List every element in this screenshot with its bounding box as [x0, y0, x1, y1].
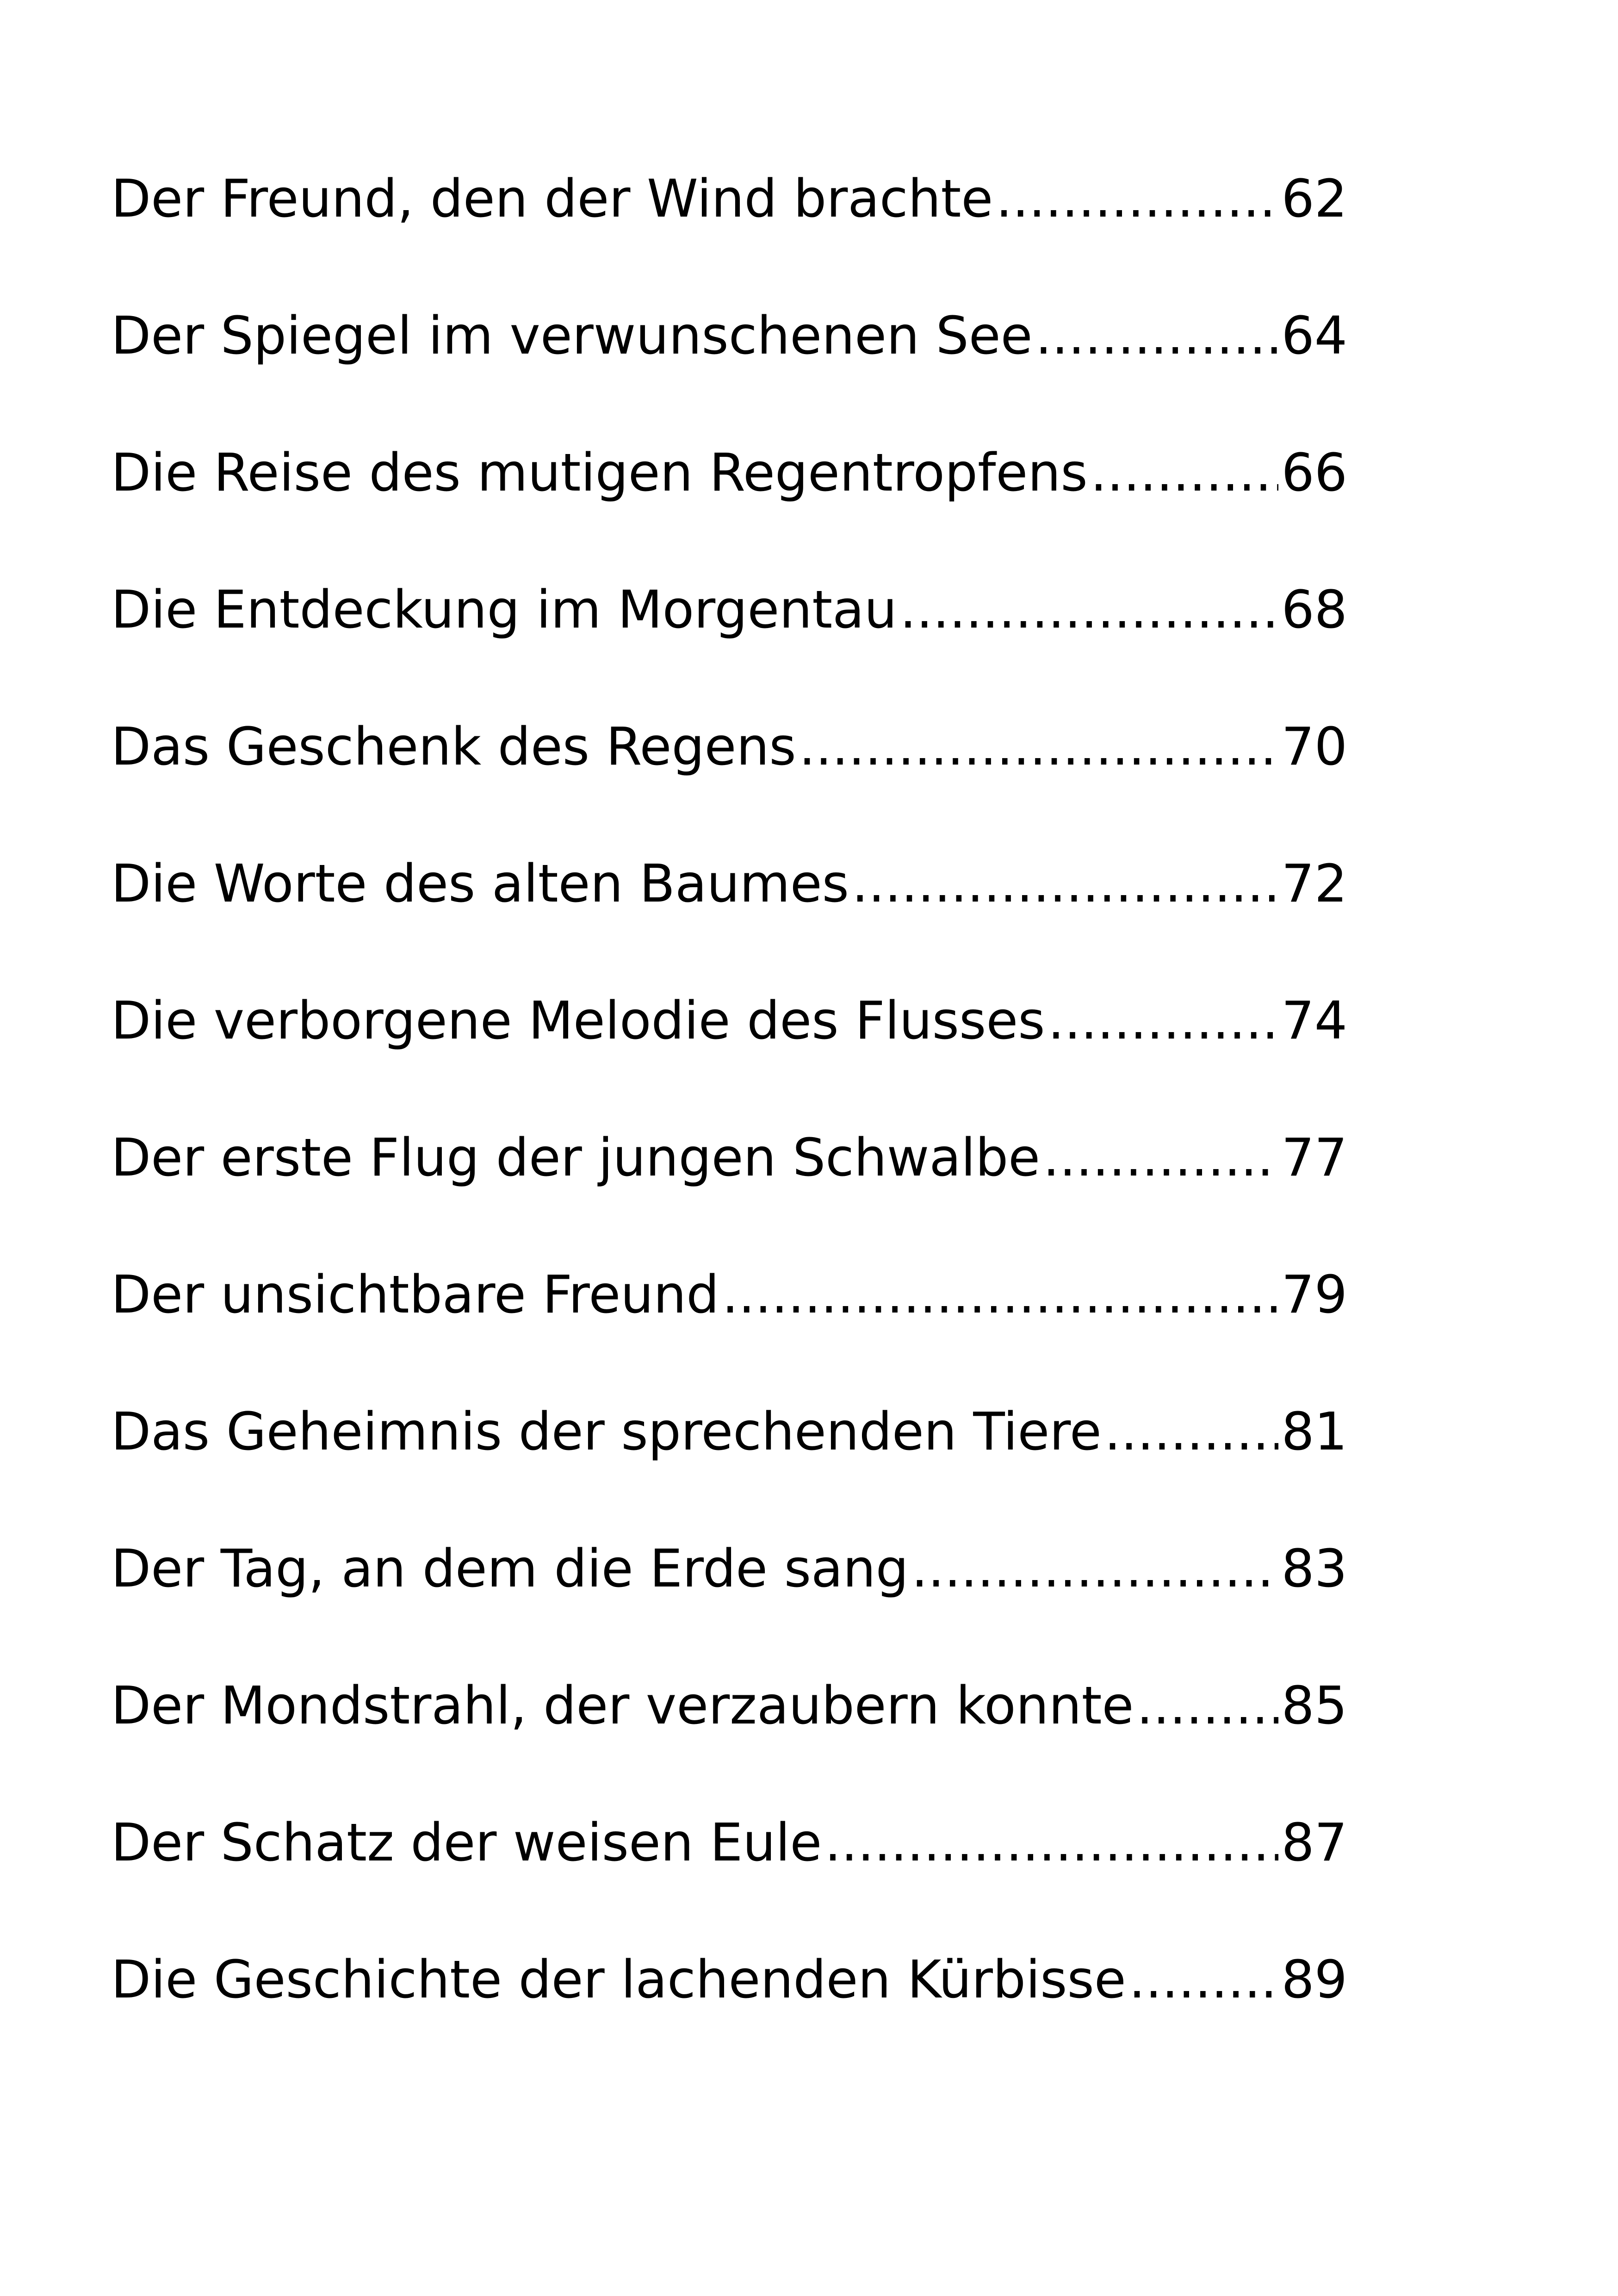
- dot-leader: [1035, 306, 1279, 366]
- toc-entry-page: 83: [1281, 1539, 1347, 1599]
- toc-entry-title: Der unsichtbare Freund: [111, 1265, 719, 1325]
- toc-entry-title: Die Reise des mutigen Regentropfens: [111, 443, 1088, 503]
- toc-entry: [111, 717, 1347, 854]
- toc-entry: [111, 443, 1347, 580]
- toc-entry-title: Der erste Flug der jungen Schwalbe: [111, 1128, 1041, 1188]
- dot-leader: [722, 1265, 1278, 1325]
- toc-entry-page: 77: [1281, 1128, 1347, 1188]
- toc-entry-title: Die Worte des alten Baumes: [111, 854, 849, 914]
- toc-entry-page: 89: [1281, 1950, 1347, 2010]
- toc-entry: [111, 1402, 1347, 1539]
- toc-entry-page: 64: [1281, 306, 1347, 366]
- dot-leader: [1104, 1402, 1279, 1462]
- toc-entry: [111, 1676, 1347, 1813]
- toc-entry-page: 85: [1281, 1676, 1347, 1736]
- toc-entry-page: 68: [1281, 580, 1347, 640]
- toc-entry-title: Die verborgene Melodie des Flusses: [111, 991, 1045, 1051]
- toc-entry: [111, 1265, 1347, 1402]
- toc-entry-title: Der Tag, an dem die Erde sang: [111, 1539, 909, 1599]
- toc-entry: [111, 169, 1347, 306]
- dot-leader: [911, 1539, 1279, 1599]
- table-of-contents: [111, 169, 1347, 2087]
- toc-entry-page: 62: [1281, 169, 1347, 229]
- toc-entry-page: 74: [1281, 991, 1347, 1051]
- toc-entry-page: 87: [1281, 1813, 1347, 1873]
- toc-entry-title: Der Freund, den der Wind brachte: [111, 169, 993, 229]
- toc-entry-title: Der Spiegel im verwunschenen See: [111, 306, 1033, 366]
- dot-leader: [1129, 1950, 1279, 2010]
- toc-entry: [111, 580, 1347, 717]
- toc-entry: [111, 306, 1347, 443]
- toc-entry-title: Das Geheimnis der sprechenden Tiere: [111, 1402, 1102, 1462]
- dot-leader: [1043, 1128, 1278, 1188]
- toc-entry: [111, 854, 1347, 991]
- toc-entry-page: 81: [1281, 1402, 1347, 1462]
- dot-leader: [1136, 1676, 1278, 1736]
- toc-entry: [111, 1950, 1347, 2087]
- toc-entry-title: Die Geschichte der lachenden Kürbisse: [111, 1950, 1126, 2010]
- dot-leader: [1091, 443, 1279, 503]
- toc-entry-page: 79: [1281, 1265, 1347, 1325]
- dot-leader: [799, 717, 1279, 777]
- toc-entry-title: Das Geschenk des Regens: [111, 717, 796, 777]
- toc-entry: [111, 991, 1347, 1128]
- toc-entry-page: 72: [1281, 854, 1347, 914]
- dot-leader: [900, 580, 1279, 640]
- dot-leader: [824, 1813, 1278, 1873]
- toc-entry: [111, 1813, 1347, 1950]
- toc-entry-title: Der Mondstrahl, der verzaubern konnte: [111, 1676, 1134, 1736]
- dot-leader: [852, 854, 1279, 914]
- dot-leader: [1048, 991, 1279, 1051]
- toc-entry-title: Die Entdeckung im Morgentau: [111, 580, 897, 640]
- toc-entry-title: Der Schatz der weisen Eule: [111, 1813, 822, 1873]
- dot-leader: [996, 169, 1278, 229]
- toc-entry-page: 66: [1281, 443, 1347, 503]
- toc-entry: [111, 1539, 1347, 1676]
- toc-entry-page: 70: [1281, 717, 1347, 777]
- toc-entry: [111, 1128, 1347, 1265]
